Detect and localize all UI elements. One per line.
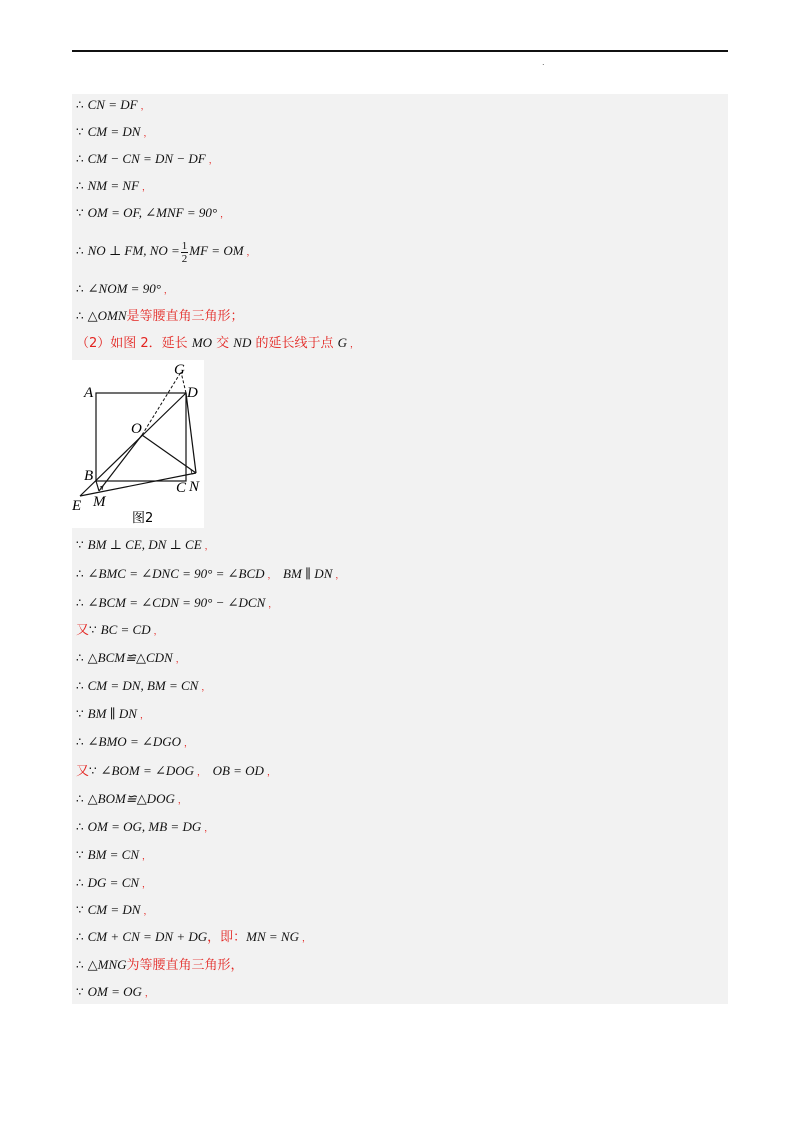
fraction-half: $\frac{1}{2}$ xyxy=(181,239,188,265)
proof-line-17: ∴ ∠BMO = ∠DGO ， xyxy=(76,734,194,749)
proof-line-7: ∴ ∠NOM = 90° ， xyxy=(76,281,173,296)
proof-line-2: ∵ CM = DN ， xyxy=(76,124,153,139)
part-2-heading: （2）如图 2．延长 MO 交 ND 的延长线于点 G ， xyxy=(76,335,360,351)
proof-line-12: ∴ ∠BCM = ∠CDN = 90° − ∠DCN ， xyxy=(76,595,278,610)
label-g: G xyxy=(174,362,185,378)
proof-line-6: ∴ NO ⊥ FM, NO = $\frac{1}{2}$ MF = OM ， xyxy=(76,239,256,265)
proof-line-14: ∴ △BCM≌△CDN ， xyxy=(76,650,185,665)
geometry-figure-2 xyxy=(72,360,204,528)
segment-bm xyxy=(96,481,99,491)
proof-line-5: ∵ OM = OF, ∠MNF = 90° ， xyxy=(76,205,230,220)
header-rule xyxy=(72,50,728,52)
label-m: M xyxy=(93,494,106,510)
proof-line-1: ∴ CN = DF ， xyxy=(76,97,150,112)
proof-line-13: 又∵ BC = CD ， xyxy=(76,622,163,638)
proof-line-24: ∴ CM + CN = DN + DG，即：MN = NG ， xyxy=(76,929,312,945)
label-b: B xyxy=(84,468,94,484)
proof-line-18: 又∵ ∠BOM = ∠DOG ， OB = OD ， xyxy=(76,763,276,779)
label-o: O xyxy=(131,421,142,437)
segment-dn xyxy=(186,393,196,473)
proof-line-16: ∵ BM ∥ DN ， xyxy=(76,706,149,721)
label-n: N xyxy=(189,479,200,495)
label-e: E xyxy=(72,498,82,514)
proof-line-19: ∴ △BOM≌△DOG ， xyxy=(76,791,187,806)
proof-line-22: ∴ DG = CN ， xyxy=(76,875,152,890)
label-d: D xyxy=(187,385,198,401)
proof-line-11: ∴ ∠BMC = ∠DNC = 90° = ∠BCD ， BM ∥ DN ， xyxy=(76,566,345,581)
proof-line-21: ∵ BM = CN ， xyxy=(76,847,152,862)
proof-line-3: ∴ CM − CN = DN − DF ， xyxy=(76,151,218,166)
solution-panel xyxy=(72,94,728,1004)
proof-line-26: ∵ OM = OG ， xyxy=(76,984,154,999)
label-a: A xyxy=(84,385,94,401)
header-dot: . xyxy=(542,58,545,67)
proof-line-20: ∴ OM = OG, MB = DG ， xyxy=(76,819,214,834)
label-c: C xyxy=(176,480,187,496)
proof-line-23: ∵ CM = DN ， xyxy=(76,902,153,917)
proof-line-15: ∴ CM = DN, BM = CN ， xyxy=(76,678,211,693)
segment-mo xyxy=(99,435,142,491)
proof-line-10: ∵ BM ⊥ CE, DN ⊥ CE ， xyxy=(76,537,214,552)
geometry-diagram xyxy=(72,360,204,528)
proof-line-4: ∴ NM = NF ， xyxy=(76,178,152,193)
figure-caption: 图2 xyxy=(132,511,154,526)
proof-line-8: ∴ △OMN是等腰直角三角形； xyxy=(76,308,244,324)
segment-on xyxy=(142,435,196,473)
proof-line-25: ∴ △MNG为等腰直角三角形， xyxy=(76,957,244,973)
